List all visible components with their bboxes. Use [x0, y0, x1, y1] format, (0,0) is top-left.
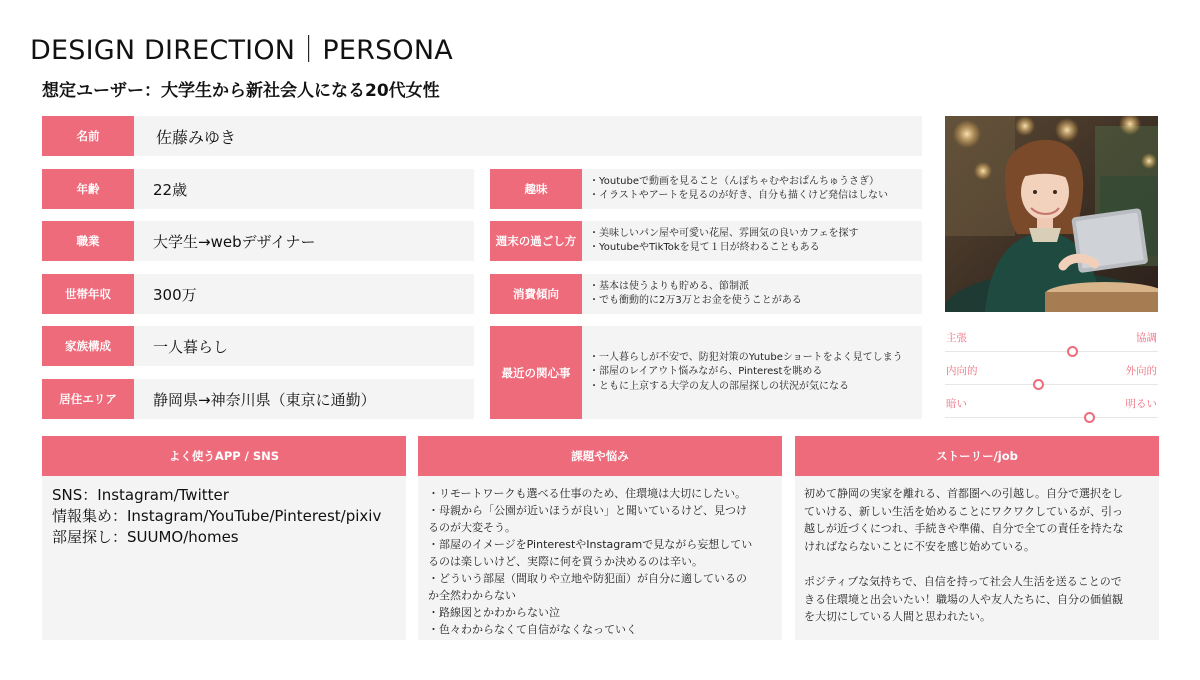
- lifestyle-value-weekend: [582, 221, 922, 261]
- issues-line: るのが大変そう。: [428, 521, 516, 534]
- issues-line: ・部屋のイメージをPinterestやInstagramで見ながら妄想してい: [428, 538, 753, 551]
- story-line: ポジティブな気持ちで、自信を持って社会人生活を送ることので: [804, 574, 1122, 588]
- story-header: ストーリー/job: [795, 436, 1159, 476]
- apps-line: 情報集め：Instagram/YouTube/Pinterest/pixiv: [52, 507, 382, 525]
- lifestyle-line: ・イラストやアートを見るのが好き、自分も描くけど発信はしない: [589, 190, 888, 201]
- trait-left-label: 内向的: [946, 365, 978, 377]
- profile-label-family: 家族構成: [42, 326, 134, 366]
- lifestyle-label-spending: 消費傾向: [490, 274, 582, 314]
- issues-line: ・母親から「公園が近いほうが良い」と聞いているけど、見つけ: [428, 504, 747, 517]
- issues-line: ・路線図とかわからない泣: [428, 606, 560, 619]
- trait-left-label: 暗い: [946, 398, 967, 410]
- story-line: 初めて静岡の実家を離れる、首都圏への引越し。自分で選択をし: [804, 487, 1123, 500]
- trait-left-label: 主張: [946, 332, 967, 344]
- trait-marker: [1067, 346, 1078, 357]
- issues-panel: [418, 436, 782, 640]
- lifestyle-line: ・美味しいパン屋や可愛い花屋、雰囲気の良いカフェを探す: [589, 227, 859, 239]
- lifestyle-label-hobby: 趣味: [490, 169, 582, 209]
- lifestyle-line: ・一人暮らしが不安で、防犯対策のYutubeショートをよく見てしまう: [589, 351, 903, 363]
- lifestyle-label-concerns: 最近の関心事: [490, 326, 582, 419]
- profile-value-area: 静岡県→神奈川県（東京に通勤）: [134, 379, 474, 419]
- profile-value-income: 300万: [134, 274, 474, 314]
- trait-right-label: 明るい: [1125, 398, 1157, 410]
- trait-right-label: 外向的: [1125, 365, 1157, 377]
- lifestyle-value-spending: [582, 274, 922, 314]
- profile-label-age: 年齢: [42, 169, 134, 209]
- issues-line: ・どういう部屋（間取りや立地や防犯面）が自分に適しているの: [428, 572, 747, 585]
- issues-body: [418, 476, 782, 640]
- lifestyle-row-spending: [490, 274, 922, 314]
- trait-track: [945, 384, 1158, 385]
- apps-line: SNS：Instagram/Twitter: [52, 486, 229, 504]
- profile-value-name: 佐藤みゆき: [134, 116, 922, 156]
- lifestyle-line: ・Youtubeで動画を見ること（んぽちゃむやおぱんちゅうさぎ）: [589, 175, 879, 187]
- issues-line: ・リモートワークも選べる仕事のため、住環境は大切にしたい。: [428, 487, 747, 500]
- trait-scale-introvert: [945, 363, 1158, 387]
- lifestyle-line: ・ともに上京する大学の友人の部屋探しの状況が気になる: [589, 380, 849, 392]
- story-body: [795, 476, 1159, 640]
- profile-label-job: 職業: [42, 221, 134, 261]
- trait-marker: [1084, 412, 1095, 423]
- lifestyle-line: ・YoutubeやTikTokを見て１日が終わることもある: [589, 242, 820, 253]
- trait-track: [945, 417, 1158, 418]
- trait-marker: [1033, 379, 1044, 390]
- profile-value-family: 一人暮らし: [134, 326, 474, 366]
- lifestyle-label-weekend: 週末の過ごし方: [490, 221, 582, 261]
- lifestyle-row-weekend: [490, 221, 922, 261]
- apps-line: 部屋探し：SUUMO/homes: [52, 528, 239, 546]
- issues-header: 課題や悩み: [418, 436, 782, 476]
- profile-row-area: [42, 379, 474, 419]
- profile-row-job: [42, 221, 474, 261]
- lifestyle-value-concerns: [582, 326, 922, 419]
- trait-scale-assertive: [945, 330, 1158, 354]
- issues-line: か全然わからない: [428, 589, 516, 602]
- lifestyle-value-hobby: [582, 169, 922, 209]
- issues-line: ・色々わからなくて自信がなくなっていく: [428, 623, 637, 636]
- persona-photo: [945, 116, 1158, 312]
- apps-sns-header: よく使うAPP / SNS: [42, 436, 406, 476]
- profile-row-name: [42, 116, 922, 156]
- lifestyle-line: ・部屋のレイアウト悩みながら、Pinterestを眺める: [589, 366, 823, 378]
- persona-subtitle: 想定ユーザー：大学生から新社会人になる20代女性: [42, 81, 440, 101]
- story-line: ければならないことに不安を感じ始めている。: [804, 539, 1035, 553]
- story-line: 越しが近づくにつれ、手続きや準備、自分で全ての責任を持たな: [804, 522, 1124, 536]
- story-line: [804, 555, 1151, 573]
- lifestyle-row-hobby: [490, 169, 922, 209]
- apps-sns-body: [42, 476, 406, 640]
- story-line: を大切にしている人間と思われたい。: [804, 610, 991, 624]
- story-line: ていける、新しい生活を始めることにワクワクしているが、引っ: [804, 504, 1123, 518]
- profile-value-age: 22歳: [134, 169, 474, 209]
- profile-row-family: [42, 326, 474, 366]
- story-line: きる住環境と出会いたい！職場の人や友人たちに、自分の価値観: [804, 592, 1123, 606]
- profile-label-area: 居住エリア: [42, 379, 134, 419]
- lifestyle-row-concerns: [490, 326, 922, 419]
- profile-row-income: [42, 274, 474, 314]
- profile-label-income: 世帯年収: [42, 274, 134, 314]
- profile-label-name: 名前: [42, 116, 134, 156]
- profile-value-job: 大学生→webデザイナー: [134, 221, 474, 261]
- profile-row-age: [42, 169, 474, 209]
- trait-track: [945, 351, 1158, 352]
- issues-line: るのは楽しいけど、実際に何を買うか決めるのは辛い。: [428, 555, 703, 568]
- page-title: DESIGN DIRECTION｜PERSONA: [30, 35, 453, 66]
- lifestyle-line: ・基本は使うよりも貯める、節制派: [589, 280, 749, 292]
- apps-sns-panel: [42, 436, 406, 640]
- story-panel: [795, 436, 1159, 640]
- lifestyle-line: ・でも衝動的に2万3万とお金を使うことがある: [589, 295, 802, 306]
- trait-right-label: 協調: [1136, 332, 1157, 344]
- trait-scale-bright: [945, 396, 1158, 420]
